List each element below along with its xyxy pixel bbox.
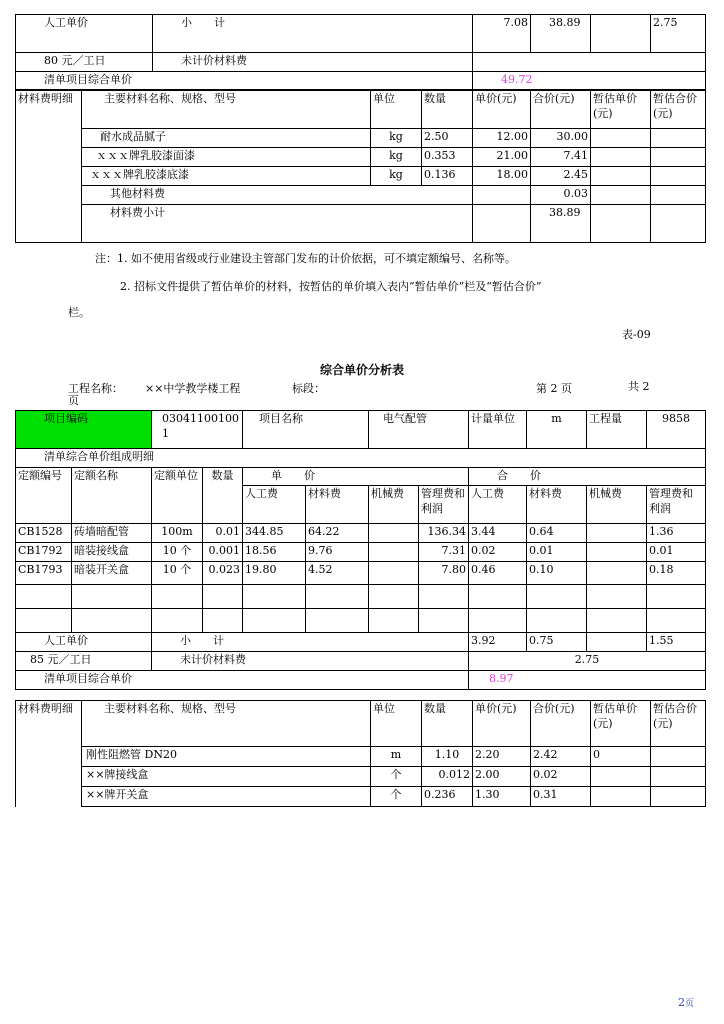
row-material: 64.22 bbox=[306, 524, 369, 543]
mat-price: 18.00 bbox=[473, 167, 531, 186]
project-name: ××中学教学楼工程 bbox=[145, 382, 241, 395]
page-number-suffix: 页 bbox=[685, 999, 695, 1009]
est-total-head-2: 暂估合价(元) bbox=[651, 701, 706, 747]
code-label: 项目编码 bbox=[16, 411, 152, 449]
mat-sub-label: 材料费小计 bbox=[82, 205, 473, 243]
qty-value: 9858 bbox=[647, 411, 706, 449]
note-2: 2. 招标文件提供了暂估单价的材料，按暂估的单价填入表内“暂估单价”栏及“暂估合价” bbox=[120, 280, 542, 293]
row-labor: 344.85 bbox=[243, 524, 306, 543]
h-quota-no: 定额编号 bbox=[16, 468, 72, 524]
est-price-head-2: 暂估单价(元) bbox=[591, 701, 651, 747]
mat-name: 耐水成品腻子 bbox=[82, 129, 371, 148]
table-row bbox=[16, 767, 706, 787]
sub-mgmt-2: 1.55 bbox=[647, 633, 706, 652]
name-label: 项目名称 bbox=[243, 411, 369, 449]
mat-unit: kg bbox=[371, 129, 422, 148]
mat-price: 21.00 bbox=[473, 148, 531, 167]
row-name: 暗装开关盒 bbox=[72, 562, 152, 585]
mat-price: 2.20 bbox=[473, 747, 531, 767]
unpriced-label-2: 未计价材料费 bbox=[152, 652, 469, 671]
page-title: 综合单价分析表 bbox=[319, 363, 404, 377]
unpriced-value-2: 2.75 bbox=[469, 652, 706, 671]
detail-label: 清单综合单价组成明细 bbox=[16, 449, 706, 468]
total-pages: 共 2 页 bbox=[68, 380, 650, 407]
row-labor: 18.56 bbox=[243, 543, 306, 562]
subtotal-label-2: 小 计 bbox=[152, 633, 469, 652]
row-unit: 10 个 bbox=[152, 562, 203, 585]
note-1: 注：1. 如不使用省级或行业建设主管部门发布的计价依据，可不填定额编号、名称等。 bbox=[95, 252, 516, 265]
mat-unit: kg bbox=[371, 148, 422, 167]
row-t-machine bbox=[587, 543, 647, 562]
row-material: 9.76 bbox=[306, 543, 369, 562]
qty-head-2: 数量 bbox=[422, 701, 473, 747]
row-t-labor: 0.46 bbox=[469, 562, 527, 585]
row-qty: 0.023 bbox=[203, 562, 243, 585]
sub-machine bbox=[591, 15, 651, 53]
h-t-machine: 机械费 bbox=[587, 486, 647, 524]
row-t-machine bbox=[587, 524, 647, 543]
mat-unit: m bbox=[371, 747, 422, 767]
sub-labor: 7.08 bbox=[473, 15, 531, 53]
row-no: CB1528 bbox=[16, 524, 72, 543]
row-t-mgmt: 0.01 bbox=[647, 543, 706, 562]
row-mgmt: 7.31 bbox=[419, 543, 469, 562]
h-unit-price: 单 价 bbox=[243, 468, 469, 486]
top-material-table bbox=[15, 90, 706, 243]
labor-unit-label: 人工单价 bbox=[16, 15, 153, 53]
unit-label: 计量单位 bbox=[469, 411, 527, 449]
mat-name: ｘｘｘ牌乳胶漆底漆 bbox=[82, 167, 371, 186]
qty-head: 数量 bbox=[422, 91, 473, 129]
mat-qty: 1.10 bbox=[422, 747, 473, 767]
sub-mgmt: 2.75 bbox=[651, 15, 706, 53]
mat-total: 30.00 bbox=[531, 129, 591, 148]
item-total-2: 8.97 bbox=[469, 671, 706, 690]
mat-price: 12.00 bbox=[473, 129, 531, 148]
row-t-labor: 3.44 bbox=[469, 524, 527, 543]
mat-price: 1.30 bbox=[473, 787, 531, 807]
row-name: 砖墙暗配管 bbox=[72, 524, 152, 543]
table-row bbox=[16, 524, 706, 543]
total-head: 合价(元) bbox=[531, 91, 591, 129]
mat-name: ××牌接线盒 bbox=[82, 767, 371, 787]
mat-price: 2.00 bbox=[473, 767, 531, 787]
row-labor: 19.80 bbox=[243, 562, 306, 585]
unit-head: 单位 bbox=[371, 91, 422, 129]
mat-total: 7.41 bbox=[531, 148, 591, 167]
mat-qty: 0.012 bbox=[422, 767, 473, 787]
row-t-mgmt: 0.18 bbox=[647, 562, 706, 585]
mat-name: ××牌开关盒 bbox=[82, 787, 371, 807]
h-t-mgmt: 管理费和利润 bbox=[647, 486, 706, 524]
mat-total: 2.42 bbox=[531, 747, 591, 767]
mat-total: 2.45 bbox=[531, 167, 591, 186]
table-row-empty bbox=[16, 585, 706, 609]
row-unit: 100m bbox=[152, 524, 203, 543]
sub-labor-2: 3.92 bbox=[469, 633, 527, 652]
mat-qty: 0.353 bbox=[422, 148, 473, 167]
table-row bbox=[16, 543, 706, 562]
mat-unit: 个 bbox=[371, 787, 422, 807]
total-head-2: 合价(元) bbox=[531, 701, 591, 747]
mat-total: 0.31 bbox=[531, 787, 591, 807]
h-qty: 数量 bbox=[203, 468, 243, 524]
h-quota-unit: 定额单位 bbox=[152, 468, 203, 524]
page-number bbox=[678, 996, 694, 1009]
page-label: 第 2 页 bbox=[536, 382, 572, 395]
code-value: 030411001001 bbox=[152, 411, 243, 449]
section-label: 标段： bbox=[292, 382, 325, 395]
mat-label: 材料费明细 bbox=[16, 91, 82, 243]
mat-qty: 0.136 bbox=[422, 167, 473, 186]
est-total-head: 暂估合价(元) bbox=[651, 91, 706, 129]
price-head: 单价(元) bbox=[473, 91, 531, 129]
row-t-material: 0.10 bbox=[527, 562, 587, 585]
row-name: 暗装接线盒 bbox=[72, 543, 152, 562]
sub-material: 38.89 bbox=[531, 15, 591, 53]
h-quota-name: 定额名称 bbox=[72, 468, 152, 524]
table-row bbox=[16, 562, 706, 585]
row-unit: 10 个 bbox=[152, 543, 203, 562]
mat-name: 刚性阻燃管 DN20 bbox=[82, 747, 371, 767]
table-row bbox=[16, 148, 706, 167]
row-machine bbox=[369, 562, 419, 585]
row-t-material: 0.01 bbox=[527, 543, 587, 562]
h-labor: 人工费 bbox=[243, 486, 306, 524]
row-t-machine bbox=[587, 562, 647, 585]
table-row bbox=[16, 129, 706, 148]
mat-unit: 个 bbox=[371, 767, 422, 787]
table-row bbox=[16, 167, 706, 186]
mat-qty: 2.50 bbox=[422, 129, 473, 148]
table-row bbox=[16, 747, 706, 767]
item-total: 49.72 bbox=[473, 72, 706, 90]
row-no: CB1792 bbox=[16, 543, 72, 562]
table-row bbox=[16, 787, 706, 807]
item-total-label: 清单项目综合单价 bbox=[16, 72, 473, 90]
subtotal-label: 小 计 bbox=[153, 15, 473, 53]
other-total: 0.03 bbox=[531, 186, 591, 205]
top-summary-table bbox=[15, 14, 706, 90]
analysis-table bbox=[15, 410, 706, 690]
row-qty: 0.001 bbox=[203, 543, 243, 562]
mat-sub-total: 38.89 bbox=[531, 205, 591, 243]
h-material: 材料费 bbox=[306, 486, 369, 524]
qty-label: 工程量 bbox=[587, 411, 647, 449]
h-t-material: 材料费 bbox=[527, 486, 587, 524]
mat-label-2: 材料费明细 bbox=[16, 701, 82, 807]
row-material: 4.52 bbox=[306, 562, 369, 585]
other-label: 其他材料费 bbox=[82, 186, 473, 205]
row-t-mgmt: 1.36 bbox=[647, 524, 706, 543]
unit-value: m bbox=[527, 411, 587, 449]
row-machine bbox=[369, 543, 419, 562]
labor-unit-label-2: 人工单价 bbox=[16, 633, 152, 652]
row-machine bbox=[369, 524, 419, 543]
project-label: 工程名称： bbox=[68, 382, 123, 395]
h-machine: 机械费 bbox=[369, 486, 419, 524]
mat-est: 0 bbox=[591, 747, 651, 767]
h-mgmt: 管理费和利润 bbox=[419, 486, 469, 524]
row-mgmt: 7.80 bbox=[419, 562, 469, 585]
row-t-material: 0.64 bbox=[527, 524, 587, 543]
row-mgmt: 136.34 bbox=[419, 524, 469, 543]
note-3: 栏。 bbox=[68, 306, 90, 319]
h-t-labor: 人工费 bbox=[469, 486, 527, 524]
unpriced-label: 未计价材料费 bbox=[153, 53, 473, 72]
mat-name: ｘｘｘ牌乳胶漆面漆 bbox=[82, 148, 371, 167]
unit-head-2: 单位 bbox=[371, 701, 422, 747]
mat-unit: kg bbox=[371, 167, 422, 186]
mat-total: 0.02 bbox=[531, 767, 591, 787]
labor-rate-2: 85 元／工日 bbox=[16, 652, 152, 671]
row-no: CB1793 bbox=[16, 562, 72, 585]
item-total-label-2: 清单项目综合单价 bbox=[16, 671, 469, 690]
mat-name-head: 主要材料名称、规格、型号 bbox=[82, 91, 371, 129]
row-t-labor: 0.02 bbox=[469, 543, 527, 562]
mat-qty: 0.236 bbox=[422, 787, 473, 807]
row-qty: 0.01 bbox=[203, 524, 243, 543]
est-price-head: 暂估单价(元) bbox=[591, 91, 651, 129]
unpriced-value bbox=[473, 53, 706, 72]
table-number: 表-09 bbox=[622, 328, 651, 341]
mat-name-head-2: 主要材料名称、规格、型号 bbox=[82, 701, 371, 747]
page-number-digit: 2 bbox=[678, 996, 685, 1009]
second-material-table bbox=[15, 700, 706, 807]
labor-rate: 80 元／工日 bbox=[16, 53, 153, 72]
table-row-empty bbox=[16, 609, 706, 633]
sub-material-2: 0.75 bbox=[527, 633, 587, 652]
price-head-2: 单价(元) bbox=[473, 701, 531, 747]
h-total-price: 合 价 bbox=[469, 468, 706, 486]
name-value: 电气配管 bbox=[369, 411, 469, 449]
